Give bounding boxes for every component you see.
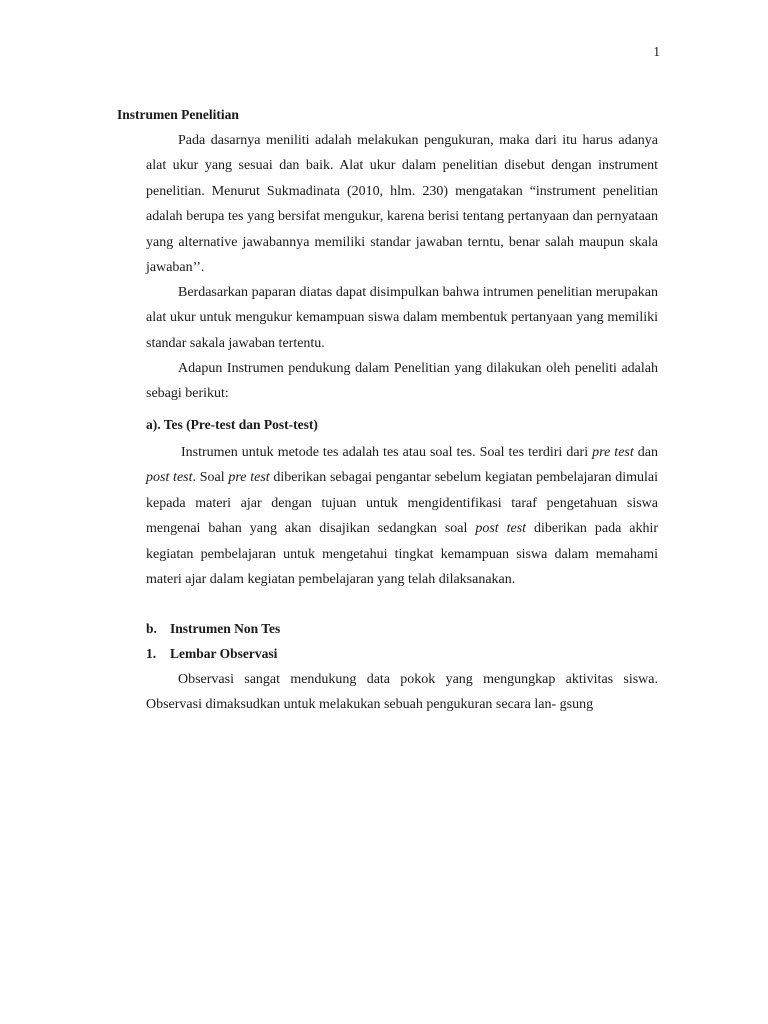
subsection-1-number: 1. xyxy=(146,646,157,661)
pre-test-term: pre test xyxy=(228,470,270,486)
paragraph-3: Adapun Instrumen pendukung dalam Penelitian yang dilakukan oleh peneliti adalah sebagi berikut: xyxy=(146,361,658,402)
section-b-number: b. xyxy=(146,621,157,636)
section-a-paragraph xyxy=(146,440,658,592)
section-a-text-1: Instrumen untuk metode tes adalah tes atau soal tes. Soal tes terdiri dari xyxy=(181,445,593,460)
page-number: 1 xyxy=(653,44,660,59)
pre-test-term: pre test xyxy=(592,445,634,460)
section-b-heading xyxy=(146,621,280,637)
section-a-text-5: diberikan pada akhir kegiatan pembelajaran untuk mengetahui tingkat kemampuan siswa dalam memahami materi ajar dalam kegiatan pembelajaran yang telah dilaksanakan. xyxy=(146,521,658,588)
post-test-term: post test xyxy=(475,521,527,537)
section-a-heading: a). Tes (Pre-test dan Post-test) xyxy=(146,417,318,432)
subsection-1-heading xyxy=(146,646,277,662)
paragraph-1: Pada dasarnya meniliti adalah melakukan pengukuran, maka dari itu harus adanya alat ukur yang sesuai dan baik. Alat ukur dalam penelitian disebut dengan instrument penelitian. Menurut Sukmadinata (2010, hlm. 230) mengatakan “instrument penelitian adalah berupa tes yang bersifat mengukur, karena berisi tentang pertanyaan dan pernyataan yang alternative jawabannya memiliki standar jawaban terntu, benar salah maupun skala jawaban’’. xyxy=(146,133,658,276)
post-test-term: post test xyxy=(146,470,193,486)
subsection-1-title: Lembar Observasi xyxy=(170,646,278,661)
document-title: Instrumen Penelitian xyxy=(117,107,239,122)
paragraph-2: Berdasarkan paparan diatas dapat disimpulkan bahwa intrumen penelitian merupakan alat ukur untuk mengukur kemampuan siswa dalam membentuk pertanyaan yang memiliki standar sakala jawaban tertentu. xyxy=(146,285,658,351)
section-a-text-2: dan xyxy=(633,445,658,460)
section-a-text-3: . Soal xyxy=(192,470,229,486)
section-b-title: Instrumen Non Tes xyxy=(170,621,281,636)
subsection-1-paragraph: Observasi sangat mendukung data pokok yang mengungkap aktivitas siswa. Observasi dimaksudkan untuk melakukan sebuah pengukuran secara lan- gsung xyxy=(146,672,658,713)
section-a-text-4: diberikan sebagai pengantar sebelum kegiatan pembelajaran dimulai kepada materi ajar dengan tujuan untuk mengidentifikasi taraf pengetahuan siswa mengenai bahan yang akan disajikan sedangkan soal xyxy=(146,470,659,537)
